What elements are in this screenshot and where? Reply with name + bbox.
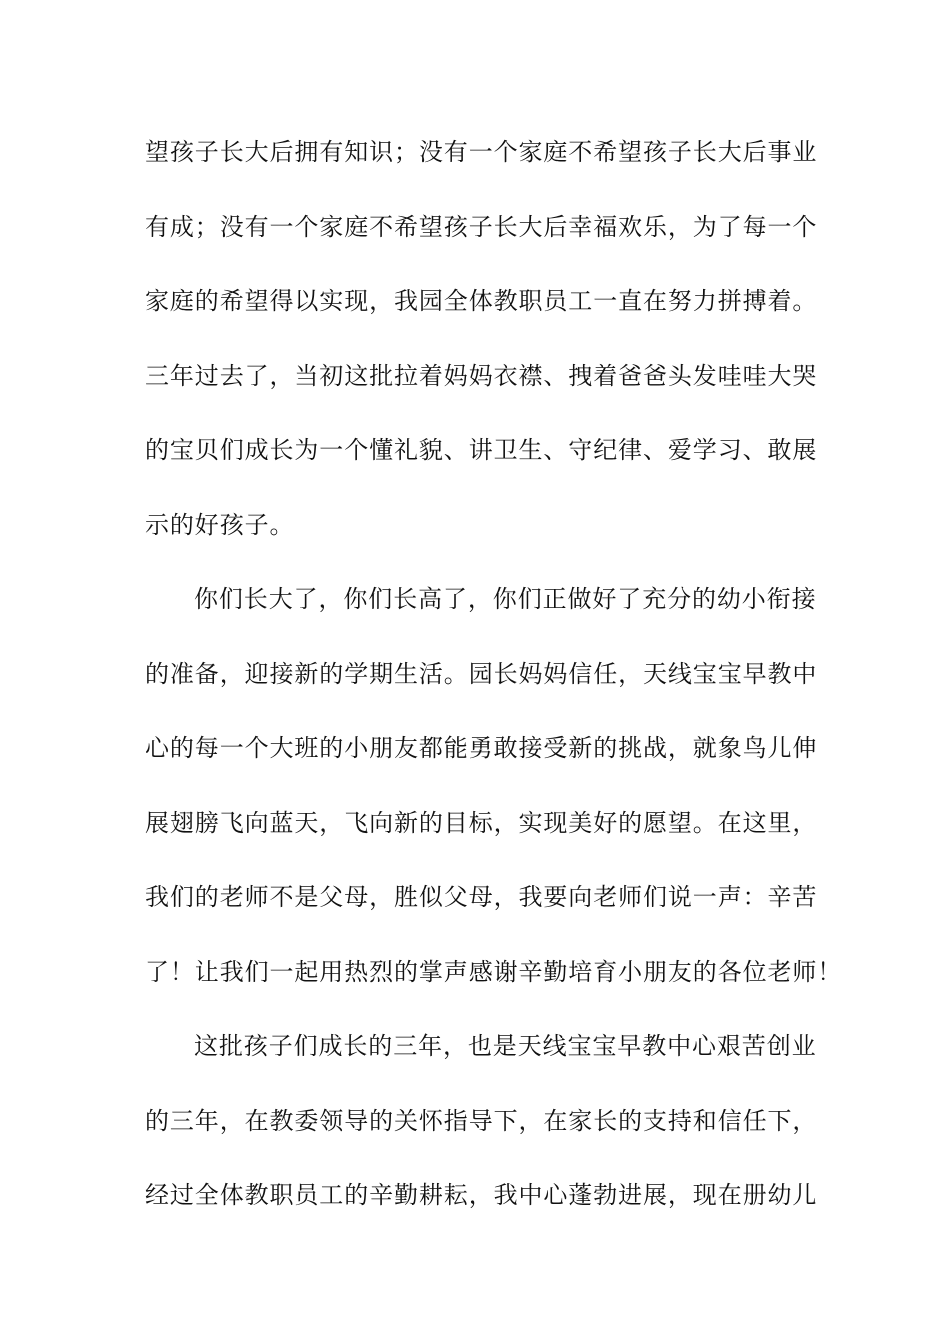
paragraph-line: 的宝贝们成长为一个懂礼貌、讲卫生、守纪律、爱学习、敢展 [145, 436, 818, 464]
paragraph-line: 三年过去了，当初这批拉着妈妈衣襟、拽着爸爸头发哇哇大哭 [145, 361, 818, 390]
paragraph-first-line: 这批孩子们成长的三年，也是天线宝宝早教中心艰苦创业 [194, 1032, 817, 1060]
paragraph-line: 经过全体教职员工的辛勤耕耘，我中心蓬勃进展，现在册幼儿 [145, 1181, 818, 1209]
paragraph-line: 我们的老师不是父母，胜似父母，我要向老师们说一声：辛苦 [145, 883, 818, 911]
paragraph-line: 心的每一个大班的小朋友都能勇敢接受新的挑战，就象鸟儿伸 [145, 734, 818, 762]
paragraph-line: 的准备，迎接新的学期生活。园长妈妈信任，天线宝宝早教中 [145, 659, 818, 688]
paragraph-line: 有成；没有一个家庭不希望孩子长大后幸福欢乐，为了每一个 [145, 212, 818, 241]
paragraph-line: 示的好孩子。 [145, 510, 295, 539]
paragraph-first-line: 你们长大了，你们长高了，你们正做好了充分的幼小衔接 [194, 585, 817, 613]
document-body [145, 132, 843, 1250]
paragraph-line: 家庭的希望得以实现，我园全体教职员工一直在努力拼搏着。 [145, 287, 818, 315]
paragraph-line: 望孩子长大后拥有知识；没有一个家庭不希望孩子长大后事业 [145, 138, 818, 166]
paragraph-line: 的三年，在教委领导的关怀指导下，在家长的支持和信任下， [145, 1106, 818, 1135]
paragraph-line: 展翅膀飞向蓝天，飞向新的目标，实现美好的愿望。在这里， [145, 808, 818, 837]
paragraph-line: 了！让我们一起用热烈的掌声感谢辛勤培育小朋友的各位老师！ [145, 957, 843, 986]
